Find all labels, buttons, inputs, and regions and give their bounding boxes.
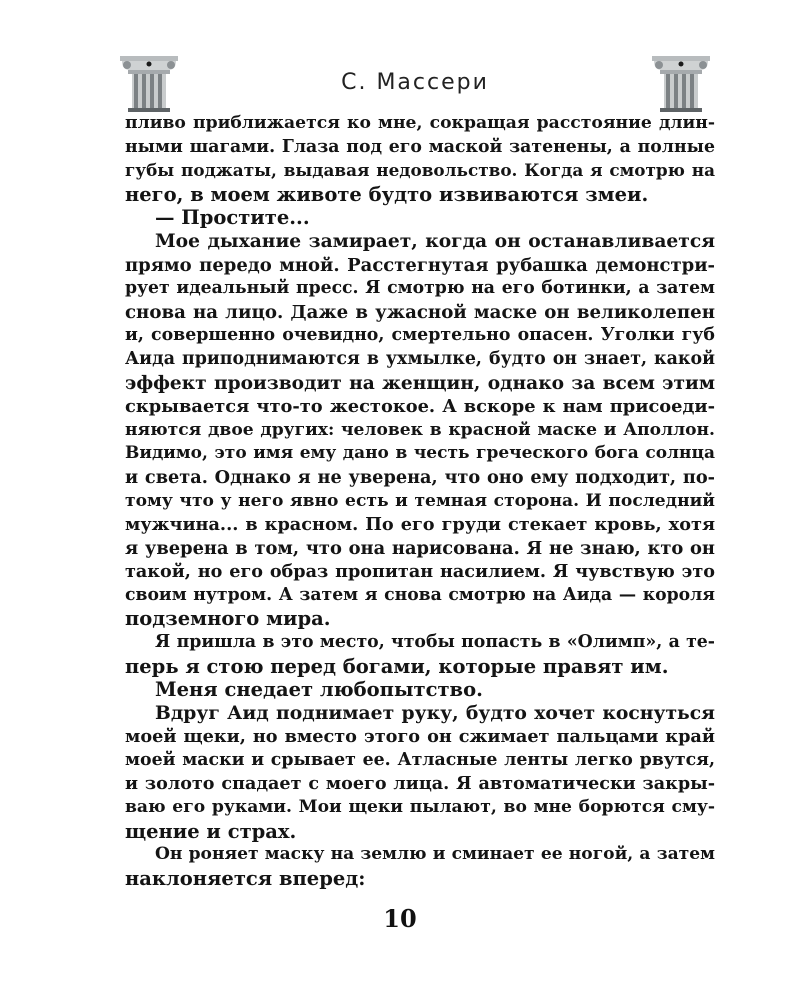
text-line: няются двое других: человек в красной маске и Аполлон. <box>125 419 715 440</box>
text-line: перь я стою перед богами, которые правят им. <box>125 654 669 678</box>
greek-column-icon <box>118 52 180 112</box>
text-line: Аида приподнимаются в ухмылке, будто он знает, какой <box>125 348 715 369</box>
text-line: Видимо, это имя ему дано в честь греческого бога солнца <box>125 443 715 464</box>
text-line: подземного мира. <box>125 607 331 631</box>
text-line: него, в моем животе будто извиваются змеи. <box>125 182 649 206</box>
text-line: губы поджаты, выдавая недовольство. Когда я смотрю на <box>125 160 715 181</box>
text-line: Вдруг Аид поднимает руку, будто хочет коснуться <box>155 701 715 724</box>
running-title: С. Массери <box>341 70 489 95</box>
text-line: ными шагами. Глаза под его маской затенены, а полные <box>125 136 715 157</box>
text-line: и, совершенно очевидно, смертельно опасен. Уголки губ <box>125 325 715 346</box>
text-line: такой, но его образ пропитан насилием. Я чувствую это <box>125 561 715 583</box>
text-line: Я пришла в это место, чтобы попасть в «Олимп», а те- <box>155 632 715 653</box>
text-line: Мое дыхание замирает, когда он останавливается <box>155 229 715 252</box>
text-line: своим нутром. А затем я снова смотрю на Аида — короля <box>125 584 715 605</box>
text-line: и света. Однако я не уверена, что оно ему подходит, по- <box>125 466 715 488</box>
text-line: снова на лицо. Даже в ужасной маске он великолепен <box>125 301 715 323</box>
text-line: Меня снедает любопытство. <box>155 678 483 702</box>
text-line: эффект производит на женщин, однако за всем этим <box>125 372 715 394</box>
text-line: моей маски и срывает ее. Атласные ленты легко рвутся, <box>125 750 715 771</box>
text-line: моей щеки, но вместо этого он сжимает пальцами край <box>125 726 715 748</box>
text-line: щение и страх. <box>125 819 297 843</box>
text-line: тому что у него явно есть и темная сторона. И последний <box>125 490 715 511</box>
page-header <box>118 52 718 112</box>
text-line: и золото спадает с моего лица. Я автоматически закры- <box>125 773 715 794</box>
text-line: Он роняет маску на землю и сминает ее ногой, а затем <box>155 844 715 865</box>
text-line: рует идеальный пресс. Я смотрю на его ботинки, а затем <box>125 278 715 299</box>
text-line: мужчина... в красном. По его груди стекает кровь, хотя <box>125 514 715 536</box>
greek-column-icon <box>650 52 712 112</box>
body-text <box>125 112 715 891</box>
text-line: прямо передо мной. Расстегнутая рубашка демонстри- <box>125 254 715 276</box>
page-number: 10 <box>383 904 417 933</box>
text-line: скрывается что-то жестокое. А вскоре к нам присоеди- <box>125 396 715 418</box>
text-line: наклоняется вперед: <box>125 867 366 890</box>
text-line: пливо приближается ко мне, сокращая расстояние длин- <box>125 113 715 133</box>
text-line: ваю его руками. Мои щеки пылают, во мне борются сму- <box>125 797 715 818</box>
text-line: — Простите... <box>155 206 310 230</box>
text-line: я уверена в том, что она нарисована. Я не знаю, кто он <box>125 537 715 559</box>
